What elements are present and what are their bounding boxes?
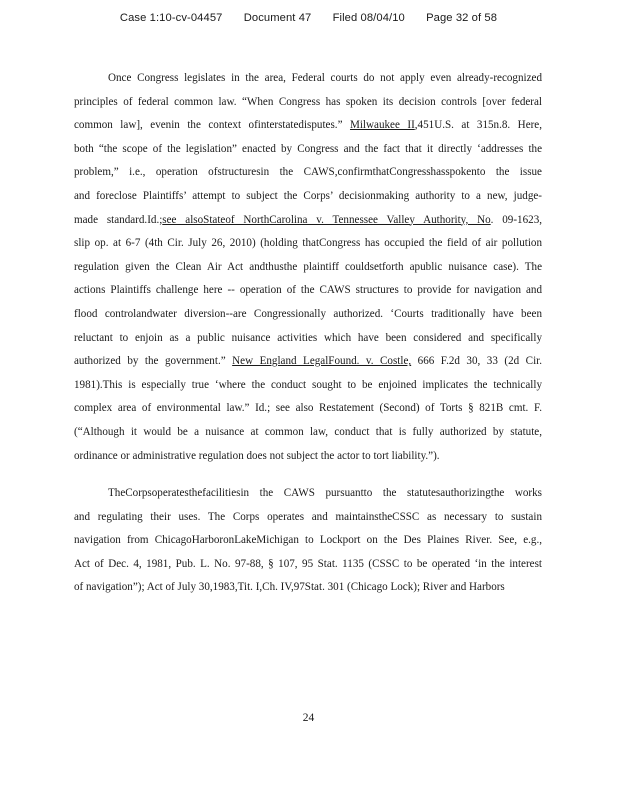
text-line: ordinance or administrative regulation does not subject the actor to tort liability.”). xyxy=(74,449,440,462)
text-line: authorized by the government.” New England LegalFound. v. Costle, 666 F.2d 30, 33 (2d Cir. xyxy=(74,355,543,368)
text-line: navigation from ChicagoHarboronLakeMichigan to Lockport on the Des Plaines River. See, e.g., xyxy=(74,534,542,547)
text-line: complex area of environmental law.” Id.; see also Restatement (Second) of Torts § 821B cmt. F. xyxy=(74,402,542,415)
paragraph xyxy=(74,70,542,471)
case-number: Case 1:10-cv-04457 xyxy=(119,12,223,24)
document-body xyxy=(74,70,542,603)
text-line: and foreclose Plaintiffs’ attempt to subject the Corps’ decisionmaking authority to a new, judge- xyxy=(74,189,542,202)
page-count: Page 32 of 58 xyxy=(426,12,498,24)
text-line: Act of Dec. 4, 1981, Pub. L. No. 97-88, § 107, 95 Stat. 1135 (CSSC to be operated ‘in the interest xyxy=(74,557,542,570)
text-line: regulation given the Clean Air Act andthusthe plaintiff couldsetforth apublic nuisance case). The xyxy=(74,260,542,273)
paragraph xyxy=(74,485,542,603)
text-line: made standard.Id.;see alsoStateof NorthCarolina v. Tennessee Valley Authority, No. 09-1623, xyxy=(74,213,543,226)
text-line: principles of federal common law. “When Congress has spoken its decision controls [over federal xyxy=(74,95,542,108)
text-line: problem,” i.e., operation ofstructuresin the CAWS,confirmthatCongresshasspokento the issue xyxy=(74,166,542,179)
page-number: 24 xyxy=(302,712,315,724)
document-number: Document 47 xyxy=(243,12,312,24)
text-line: TheCorpsoperatesthefacilitiesin the CAWS pursuantto the statutesauthorizingthe works xyxy=(108,487,542,500)
text-line: flood controlandwater diversion--are Congressionally authorized. ‘Courts traditionally have been xyxy=(74,307,542,320)
case-citation: Milwaukee II xyxy=(349,119,415,132)
text-line: slip op. at 6-7 (4th Cir. July 26, 2010) (holding thatCongress has occupied the field of air pollution xyxy=(74,237,542,250)
case-citation: New England LegalFound. v. Costle, xyxy=(232,355,412,368)
text-line: of navigation”); Act of July 30,1983,Tit. I,Ch. IV,97Stat. 301 (Chicago Lock); River and Harbors xyxy=(74,581,505,594)
text-line: both “the scope of the legislation” enacted by Congress and the fact that it directly ‘addresses the xyxy=(74,142,542,155)
case-header xyxy=(0,12,617,24)
text-line: (“Although it would be a nuisance at common law, conduct that is fully authorized by statute, xyxy=(74,425,542,438)
text-line: reluctant to enjoin as a public nuisance activities which have been considered and specifically xyxy=(74,331,542,344)
filed-date: Filed 08/04/10 xyxy=(332,12,405,24)
text-line: common law], evenin the context ofinterstatedisputes.” Milwaukee II,451U.S. at 315n.8. Here, xyxy=(74,119,543,132)
case-citation: see alsoStateof NorthCarolina v. Tennessee Valley Authority, No xyxy=(162,213,491,226)
paragraph-gap xyxy=(74,471,542,485)
text-line: and regulating their uses. The Corps operates and maintainstheCSSC as necessary to sustain xyxy=(74,510,542,523)
text-line: Once Congress legislates in the area, Federal courts do not apply even already-recognized xyxy=(108,72,542,84)
text-line: 1981).This is especially true ‘where the conduct sought to be enjoined implicates the technically xyxy=(74,378,542,391)
text-line: actions Plaintiffs challenge here -- operation of the CAWS structures to provide for navigation and xyxy=(74,284,542,297)
